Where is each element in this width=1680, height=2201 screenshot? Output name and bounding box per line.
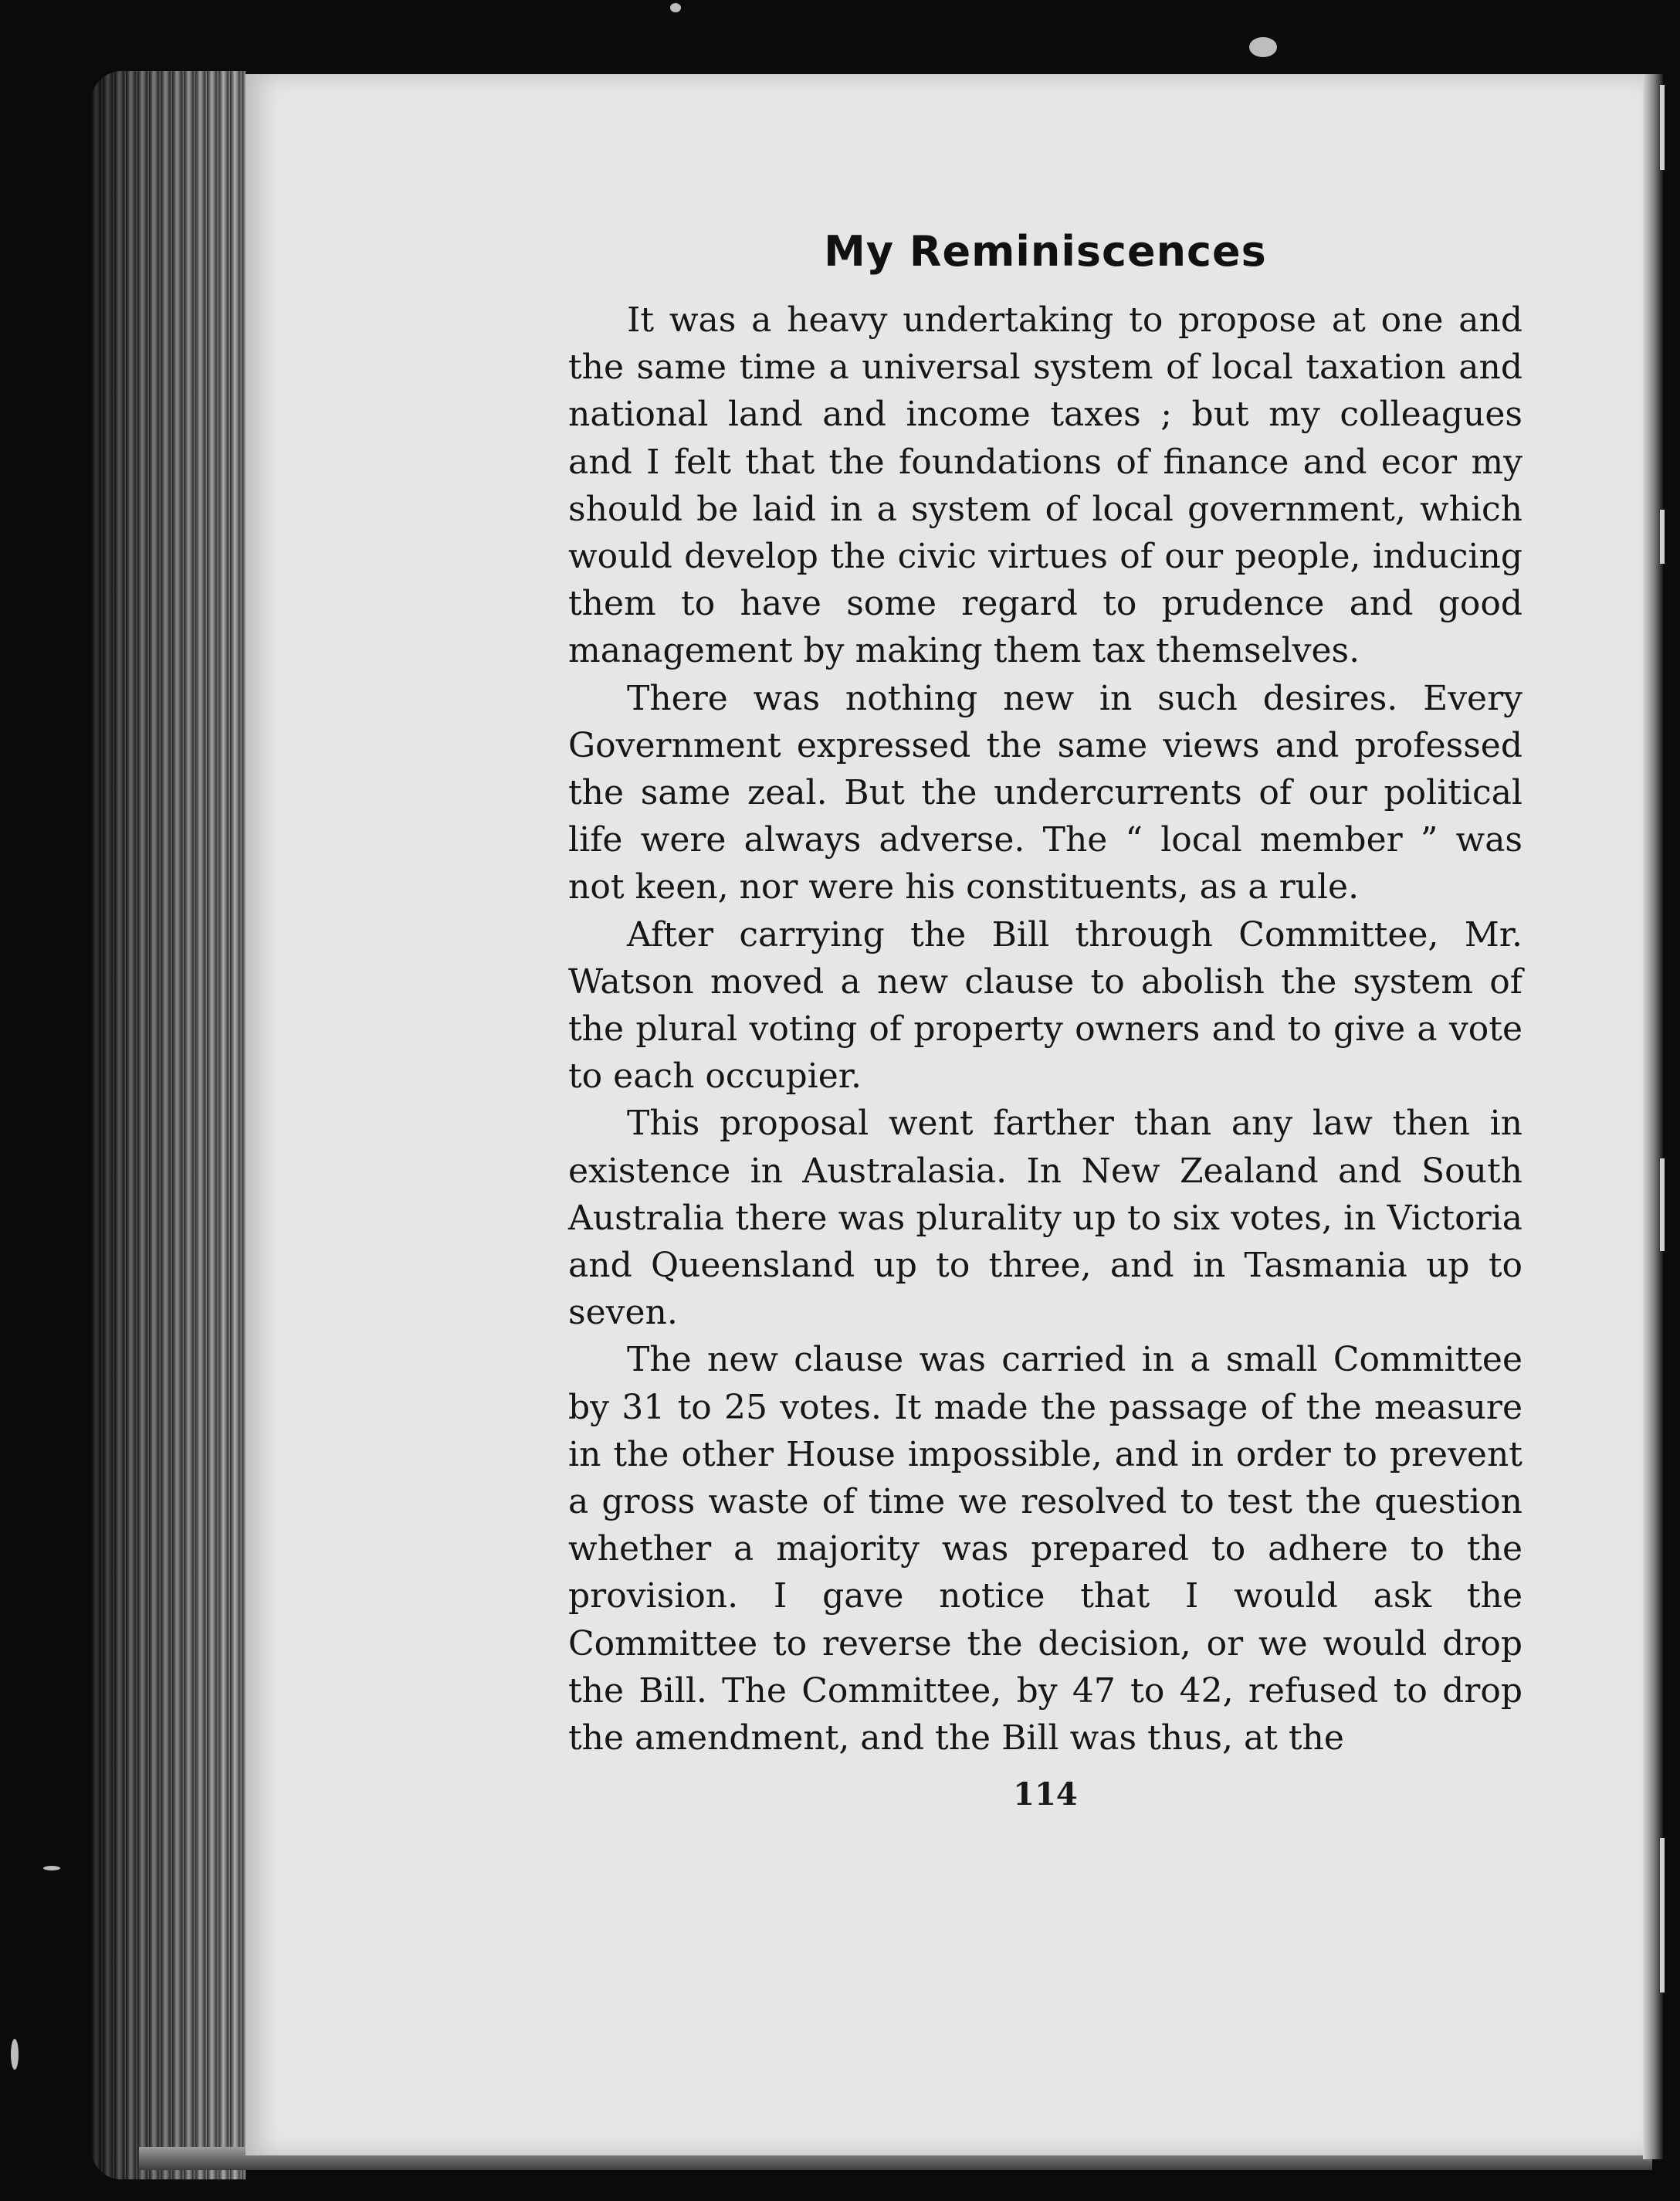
paragraph: This proposal went farther than any law then in existence in Australasia. In New Zealand and South Australia there was plurality up to six votes, in Victoria and Queensland up to three, and in Tasmania up to seven. bbox=[568, 1104, 1522, 1333]
running-head: My Reminiscences bbox=[824, 227, 1267, 276]
paragraph: After carrying the Bill through Committee, Mr. Watson moved a new clause to abolish the system of the plural voting of property owners and to give a vote to each occupier. bbox=[568, 914, 1522, 1097]
paragraph: There was nothing new in such desires. Every Government expressed the same views and professed the same zeal. But the undercurrents of our political life were always adverse. The “ local member ” was not keen, nor were his constituents, as a rule. bbox=[568, 678, 1522, 907]
paragraph: The new clause was carried in a small Committee by 31 to 25 votes. It made the passage of the measure in the other House impossible, and in order to prevent a gross waste of time we resolved to test the question whether a majority was prepared to adhere to the provision. I gave notice that I would ask the Committee to reverse the decision, or we would drop the Bill. The Committee, by 47 to 42, refused to drop the amendment, and the Bill was thus, at the bbox=[568, 1340, 1522, 1758]
page-content bbox=[568, 224, 1522, 1814]
book-edge-shadow bbox=[91, 71, 246, 2179]
edge-mark bbox=[1660, 1158, 1665, 1251]
dust-speck bbox=[670, 3, 681, 12]
edge-mark bbox=[1660, 510, 1665, 564]
dust-speck bbox=[1249, 37, 1277, 57]
page-number: 114 bbox=[1013, 1776, 1078, 1813]
dust-speck bbox=[11, 2039, 19, 2070]
dust-speck bbox=[43, 1866, 60, 1870]
edge-mark bbox=[1660, 85, 1665, 170]
edge-mark bbox=[1660, 1838, 1665, 1992]
paragraph: It was a heavy undertaking to propose at one and the same time a universal system of local taxation and national land and income taxes ; but my colleagues and I felt that the foundations of finance and ecor my should be laid in a system of local government, which would develop the civic virtues of our people, inducing them to have some regard to prudence and good management by making them tax themselves. bbox=[568, 300, 1522, 671]
